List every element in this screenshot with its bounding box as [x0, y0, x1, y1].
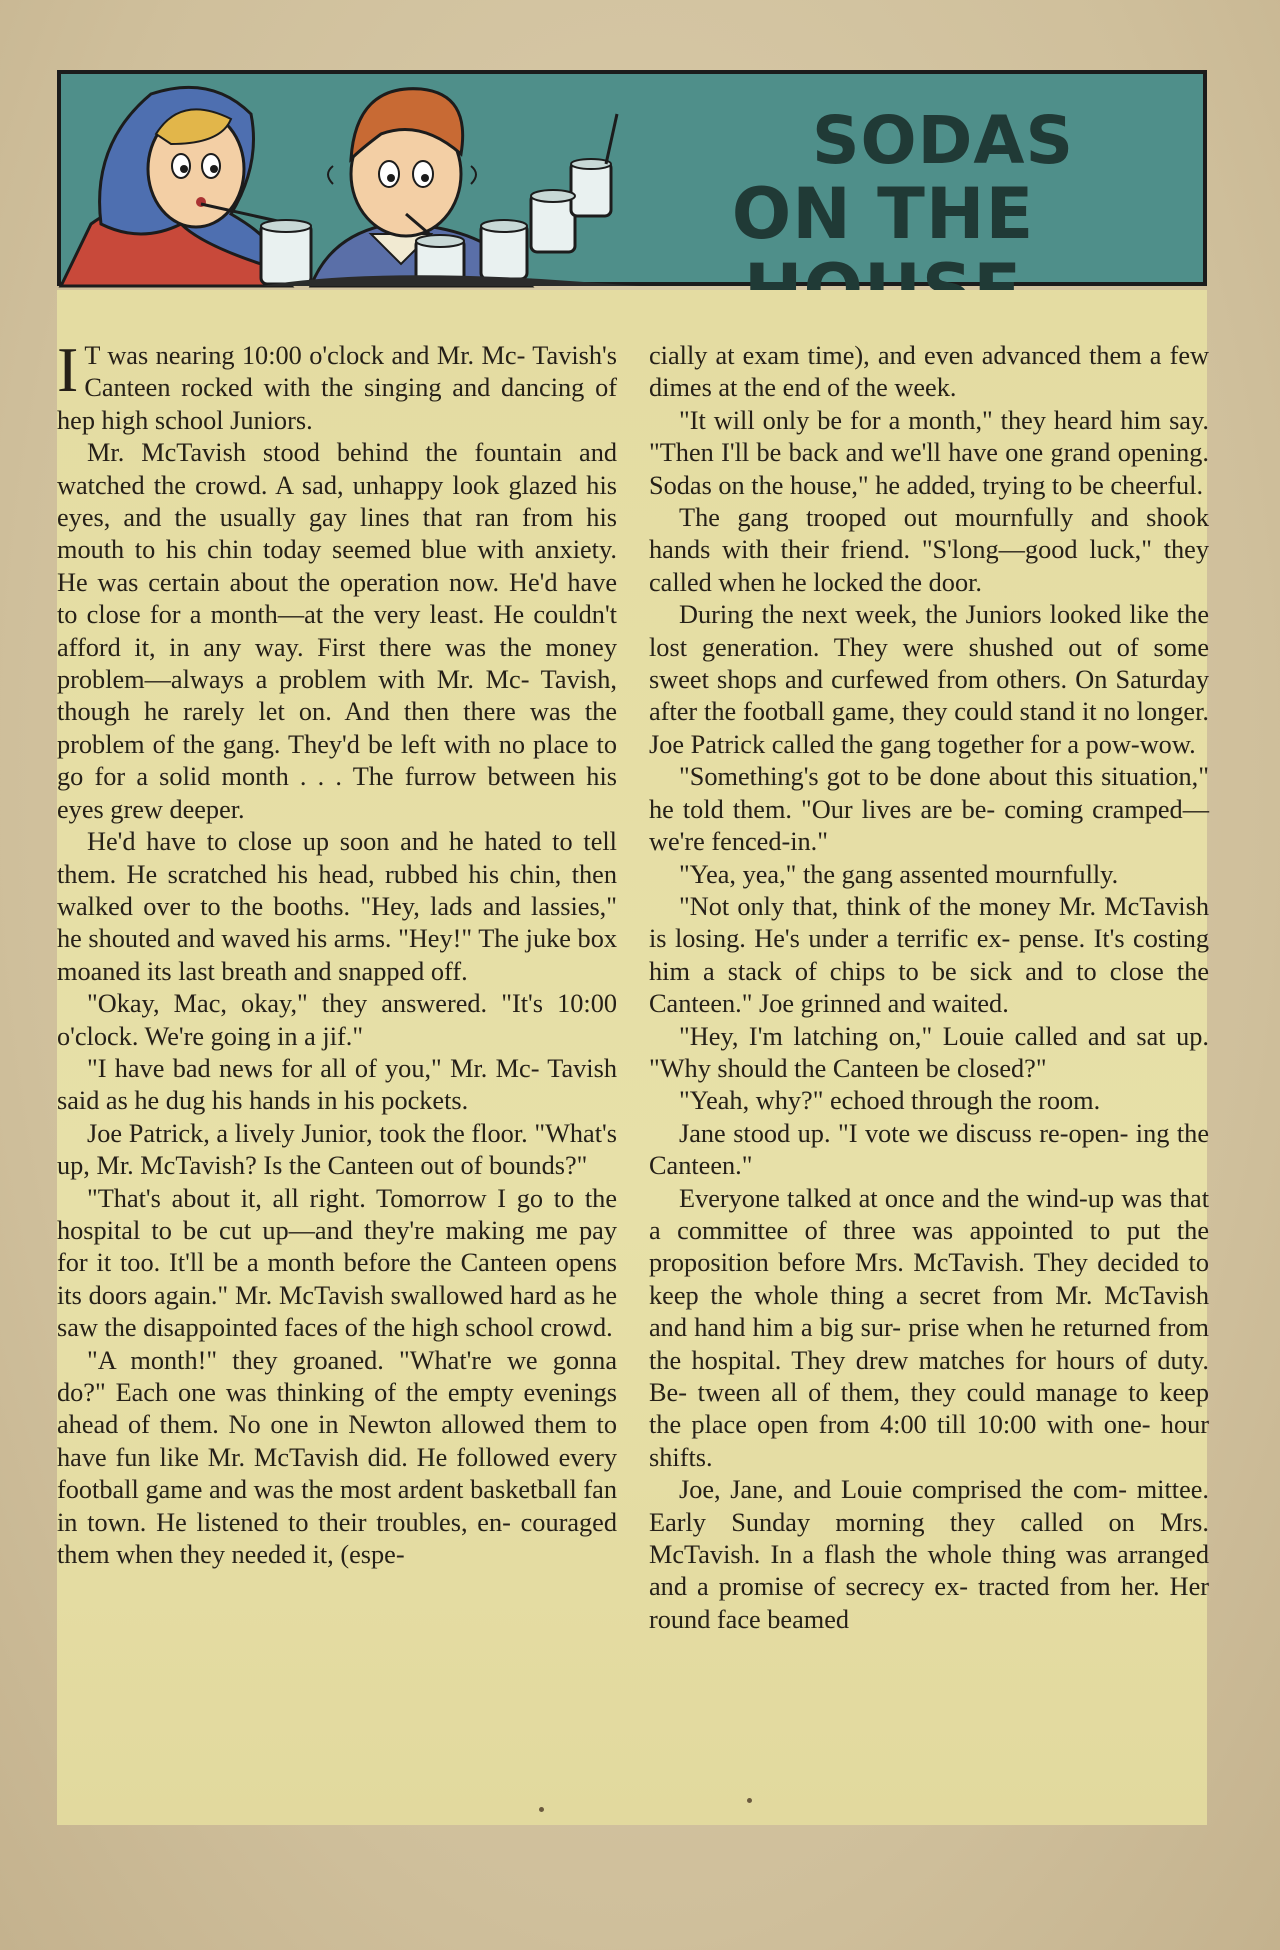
print-speck: [747, 1798, 752, 1803]
paragraph: The gang trooped out mournfully and shook hands with their friend. "S'long—good luck," they called when he locked the door.: [649, 503, 1209, 597]
paragraph: "Yeah, why?" echoed through the room.: [679, 1086, 1101, 1116]
article-panel: [57, 290, 1207, 1825]
paragraph: During the next week, the Juniors looked like the lost generation. They were shushed out of some sweet shops and curfewed from others. On Saturday after the football game, they could stand it no longer. Joe Patrick called the gang together for a pow-wow.: [649, 600, 1209, 759]
print-speck: [539, 1807, 544, 1812]
paragraph: "Hey, I'm latching on," Louie called and sat up. "Why should the Canteen be closed?": [649, 1021, 1209, 1083]
paragraph: He'd have to close up soon and he hated to tell them. He scratched his head, rubbed his chin, then walked over to the booths. "Hey, lads and lassies," he shouted and waved his arms. "Hey!" The juke box moaned its last breath and snapped off.: [57, 827, 617, 986]
paragraph: Everyone talked at once and the wind-up was that a committee of three was appointed to put the proposition before Mrs. McTavish. They decided to keep the whole thing a secret from Mr. McTavish and hand him a big sur- prise when he returned from the hospital. They drew matches for hours of duty. Be- tween all of them, they could manage to keep the place open from 4:00 till 10:00 with one- hour shifts.: [649, 1183, 1209, 1472]
paragraph: Mr. McTavish stood behind the fountain and watched the crowd. A sad, unhappy look glazed his eyes, and the usually gay lines that ran from his mouth to his chin today seemed blue with anxiety. He was certain about the operation now. He'd have to close for a month—at the very least. He couldn't afford it, in any way. First there was the money problem—always a problem with Mr. Mc- Tavish, though he rarely let on. And then there was the problem of the gang. They'd be left with no place to go for a solid month . . . The furrow between his eyes grew deeper.: [57, 438, 617, 824]
paragraph: Jane stood up. "I vote we discuss re-open- ing the Canteen.": [649, 1118, 1209, 1181]
paragraph: "Okay, Mac, okay," they answered. "It's 10:00 o'clock. We're going in a jif.": [57, 989, 617, 1051]
left-column: [57, 334, 617, 1571]
paragraph: Joe Patrick, a lively Junior, took the floor. "What's up, Mr. McTavish? Is the Canteen out of bounds?": [57, 1118, 617, 1181]
soda-kids-illustration: [61, 74, 641, 286]
paragraph: "A month!" they groaned. "What're we gonna do?" Each one was thinking of the empty evenings ahead of them. No one in Newton allowed them to have fun like Mr. McTavish did. He followed every football game and was the most ardent basketball fan in town. He listened to their troubles, en- couraged them when they needed it, (espe-: [57, 1345, 617, 1570]
paragraph: "Not only that, think of the money Mr. McTavish is losing. He's under a terrific ex- pense. It's costing him a stack of chips to be sick and to close the Canteen." Joe grinned and waited.: [649, 891, 1209, 1019]
paragraph: cially at exam time), and even advanced them a few dimes at the end of the week.: [649, 341, 1209, 403]
paragraph: I T was nearing 10:00 o'clock and Mr. Mc- Tavish's Canteen rocked with the singing and dancing of hep high school Juniors.: [57, 334, 617, 435]
title-line-1: SODAS: [811, 102, 1075, 179]
right-column: [649, 340, 1209, 1636]
title-line-2: ON THE: [731, 173, 1035, 255]
title-banner: [57, 70, 1207, 286]
paragraph: "That's about it, all right. Tomorrow I go to the hospital to be cut up—and they're making me pay for it too. It'll be a month before the Canteen opens its doors again." Mr. McTavish swallowed hard as he saw the disappointed faces of the high school crowd.: [57, 1183, 617, 1343]
paragraph: "Yea, yea," the gang assented mournfully.: [679, 859, 1119, 889]
paragraph: Joe, Jane, and Louie comprised the com- mittee. Early Sunday morning they called on Mrs. McTavish. In a flash the whole thing was arranged and a promise of secrecy ex- tracted from her. Her round face beamed: [649, 1475, 1209, 1634]
paragraph: "Something's got to be done about this situation," he told them. "Our lives are be- coming cramped—we're fenced-in.": [649, 762, 1209, 857]
drop-cap: I: [57, 334, 79, 405]
paragraph: "It will only be for a month," they heard him say. "Then I'll be back and we'll have one grand opening. Sodas on the house," he added, trying to be cheerful.: [649, 405, 1209, 500]
paragraph: "I have bad news for all of you," Mr. Mc- Tavish said as he dug his hands in his pockets.: [57, 1053, 617, 1116]
